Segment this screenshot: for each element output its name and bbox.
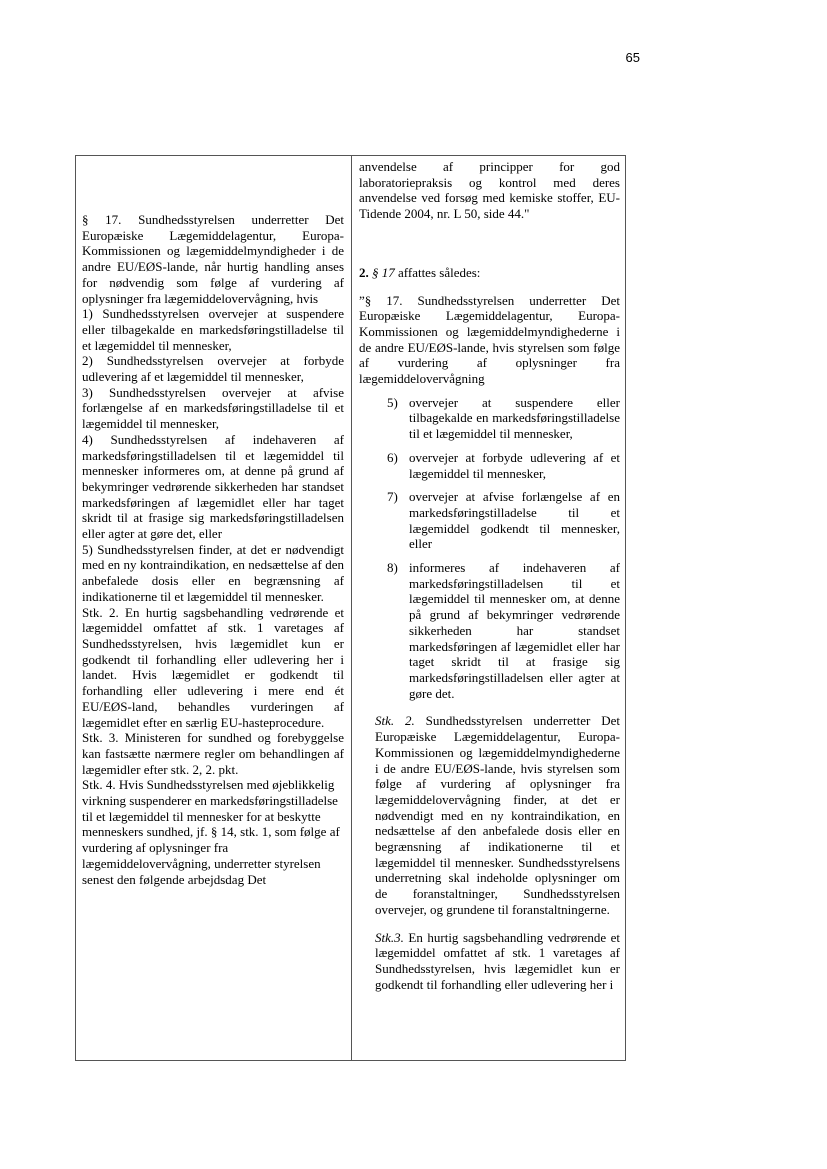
new-item-list [359,395,620,702]
left-item-2: 2) Sundhedsstyrelsen overvejer at forbyde udlevering af et lægemiddel til mennesker, [82,353,344,385]
list-item-number: 7) [387,489,398,505]
left-stk-3: Stk. 3. Ministeren for sundhed og forebyggelse kan fastsætte nærmere regler om behandlingen af lægemidler efter stk. 2, 2. pkt. [82,730,344,777]
list-item-number: 6) [387,449,398,465]
list-item [359,450,620,481]
left-item-3: 3) Sundhedsstyrelsen overvejer at afvise forlængelse af en markedsføringstilladelse til et lægemiddel til mennesker, [82,384,344,432]
current-law-column [82,156,344,1060]
amendment-2 [359,265,620,281]
page-number: 65 [625,50,640,65]
left-stk-4: Stk. 4. Hvis Sundhedsstyrelsen med øjeblikkelig virkning suspenderer en markedsføringstilladelse til et lægemiddel til mennesker for at beskytte menneskers sundhed, jf. § 14, stk. 1, som følge af vurdering af oplysninger fra lægemiddelovervågning, underretter styrelsen senest den følgende arbejdsdag Det [82,777,340,887]
stk-3-text: En hurtig sagsbehandling vedrørende et lægemiddel omfattet af stk. 1 varetages af Sundhedsstyrelsen, hvis lægemidlet kun er godkendt til forhandling eller udlevering her i [375,929,620,992]
new-section-17: ”§ 17. Sundhedsstyrelsen underretter Det Europæiske Lægemiddelagentur, Europa-Kommissionen og lægemiddelmyndighederne i de andre EU/EØS-lande, hvis styrelsen som følge af vurdering af oplysninger fra lægemiddelovervågning [359,292,620,387]
new-stk-2 [359,713,620,917]
left-item-5: 5) Sundhedsstyrelsen finder, at det er nødvendigt med en ny kontraindikation, en nedsættelse af den anbefalede dosis eller en begrænsning af indikationerne til et lægemiddel til mennesker. [82,541,344,604]
new-stk-3 [359,930,620,993]
amendment-reference: § 17 [372,264,395,280]
list-item [359,489,620,552]
list-item-text: informeres af indehaveren af markedsføringstilladelsen til et lægemiddel til mennesker om, at denne på grund af bekymringer vedrørende sikkerheden har standset markedsføringen af lægemidlet eller har taget skridt til at frasige sig markedsføringstilladelsen eller agter at gøre det. [409,560,620,701]
stk-2-label: Stk. 2. [375,713,415,729]
section-17-current: § 17. Sundhedsstyrelsen underretter Det Europæiske Lægemiddelagentur, Europa-Kommissionen og lægemiddelmyndigheder i de andre EU/EØS-lande, når hurtig handling anses for nødvendig som følge af vurdering af oplysninger fra lægemiddelovervågning, hvis [82,212,344,306]
list-item-text: overvejer at forbyde udlevering af et lægemiddel til mennesker, [409,449,620,481]
left-item-1: 1) Sundhedsstyrelsen overvejer at suspendere eller tilbagekalde en markedsføringstilladelse til et lægemiddel til mennesker, [82,306,344,353]
list-item [359,560,620,701]
list-item [359,395,620,442]
column-divider [351,156,352,1060]
list-item-text: overvejer at suspendere eller tilbagekalde en markedsføringstilladelse til et lægemiddel til mennesker, [409,394,620,442]
amendment-text: affattes således: [398,264,481,280]
left-item-4: 4) Sundhedsstyrelsen af indehaveren af markedsføringstilladelsen til et lægemiddel til mennesker informeres om, at denne på grund af bekymringer vedrørende sikkerheden har standset markedsføringen af lægemidlet eller har taget skridt til at frasige sig markedsføringstilladelsen eller agter at gøre det, eller [82,431,344,542]
list-item-text: overvejer at afvise forlængelse af en markedsføringstilladelse til et lægemiddel godkendt til mennesker, eller [409,489,620,552]
comparison-table [75,155,626,1061]
continuation-text: anvendelse af principper for god laboratoriepraksis og kontrol med deres anvendelse ved forsøg med kemiske stoffer, EU-Tidende 2004, nr. L 50, side 44." [359,159,620,222]
left-stk-2: Stk. 2. En hurtig sagsbehandling vedrørende et lægemiddel omfattet af stk. 1 varetages af Sundhedsstyrelsen, hvis lægemidlet kun er godkendt til forhandling eller udlevering her i landet. Hvis lægemidlet er godkendt til forhandling eller udlevering i mere end ét EU/EØS-land, behandles vurderingen af lægemidlet efter en særlig EU-hasteprocedure. [82,604,344,730]
proposal-column [359,156,620,1060]
list-item-number: 5) [387,394,398,410]
stk-3-label: Stk.3. [375,929,404,945]
amendment-number: 2. [359,264,369,280]
list-item-number: 8) [387,560,398,576]
stk-2-text: Sundhedsstyrelsen underretter Det Europæiske Lægemiddelagentur, Europa-Kommissionen og lægemiddelmyndighederne i de andre EU/EØS-lande, hvis styrelsen som følge af vurdering af oplysninger fra lægemiddelovervågning finder, at det er nødvendigt med en ny kontraindikation, en nedsættelse af den anbefalede dosis eller en begrænsning af indikationerne til et lægemiddel til mennesker. Sundhedsstyrelsens underretning skal indeholde oplysninger om de foranstaltninger, Sundhedsstyrelsen overvejer, og grundene til foranstaltningerne. [375,713,620,917]
